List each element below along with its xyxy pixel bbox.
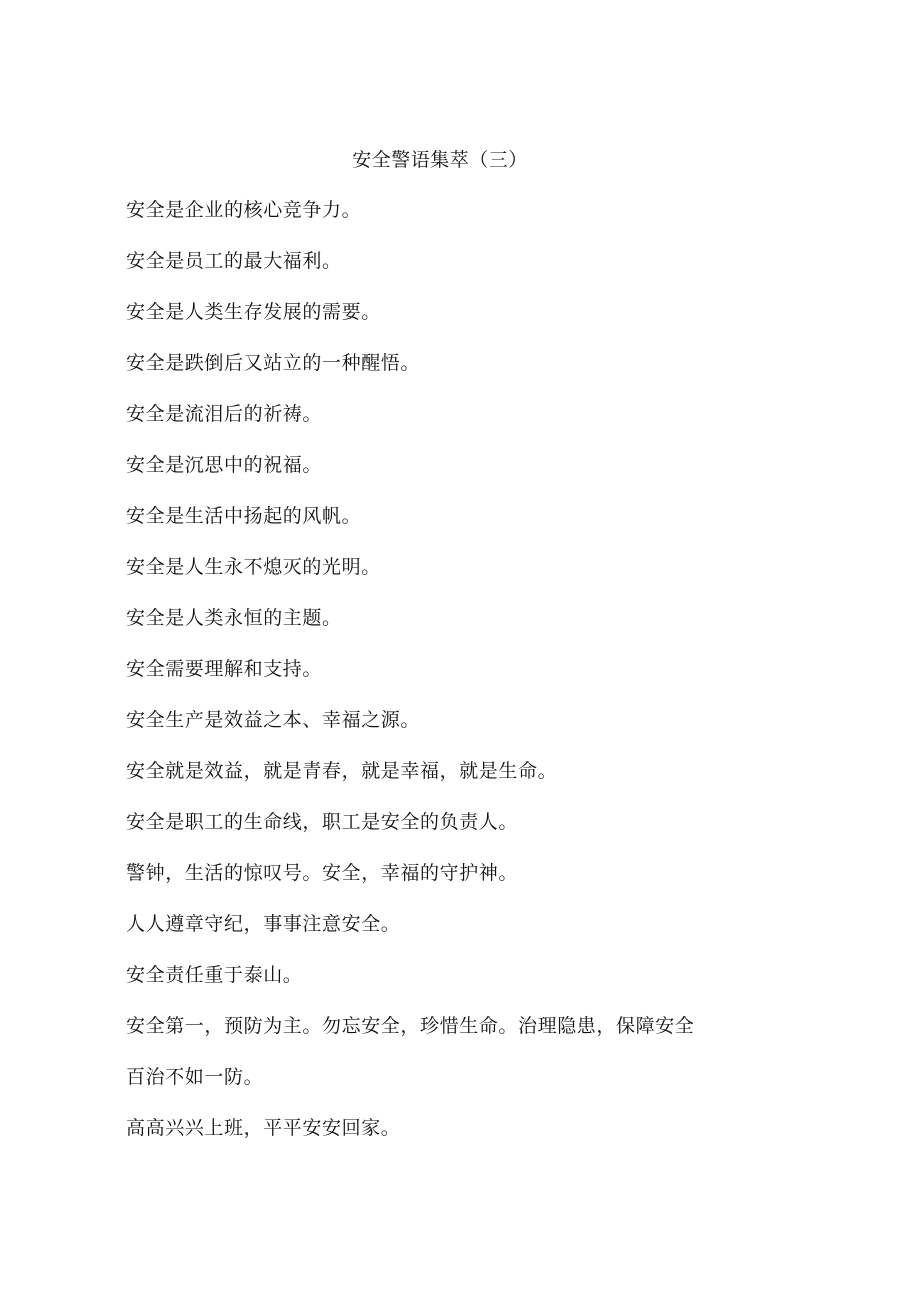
slogan-line: 安全生产是效益之本、幸福之源。 <box>126 709 421 731</box>
slogan-line: 警钟，生活的惊叹号。安全，幸福的守护神。 <box>126 862 519 884</box>
slogan-line: 安全是人类永恒的主题。 <box>126 607 342 629</box>
document-title: 安全警语集萃（三） <box>352 149 528 171</box>
slogan-list <box>126 197 694 1166</box>
slogan-line: 高高兴兴上班，平平安安回家。 <box>126 1117 401 1139</box>
slogan-line: 安全是员工的最大福利。 <box>126 250 342 272</box>
slogan-line: 安全是企业的核心竞争力。 <box>126 199 362 221</box>
slogan-line: 安全第一，预防为主。勿忘安全，珍惜生命。治理隐患，保障安全 <box>126 1015 695 1037</box>
slogan-line: 百治不如一防。 <box>126 1066 264 1088</box>
slogan-line: 安全是流泪后的祈祷。 <box>126 403 323 425</box>
slogan-line: 安全需要理解和支持。 <box>126 658 323 680</box>
slogan-line: 安全是跌倒后又站立的一种醒悟。 <box>126 352 421 374</box>
slogan-line: 安全是职工的生命线，职工是安全的负责人。 <box>126 811 519 833</box>
slogan-line: 安全责任重于泰山。 <box>126 964 303 986</box>
slogan-line: 安全就是效益，就是青春，就是幸福，就是生命。 <box>126 760 558 782</box>
slogan-line: 人人遵章守纪，事事注意安全。 <box>126 913 401 935</box>
slogan-line: 安全是沉思中的祝福。 <box>126 454 323 476</box>
slogan-line: 安全是生活中扬起的风帆。 <box>126 505 362 527</box>
slogan-line: 安全是人类生存发展的需要。 <box>126 301 381 323</box>
slogan-line: 安全是人生永不熄灭的光明。 <box>126 556 381 578</box>
